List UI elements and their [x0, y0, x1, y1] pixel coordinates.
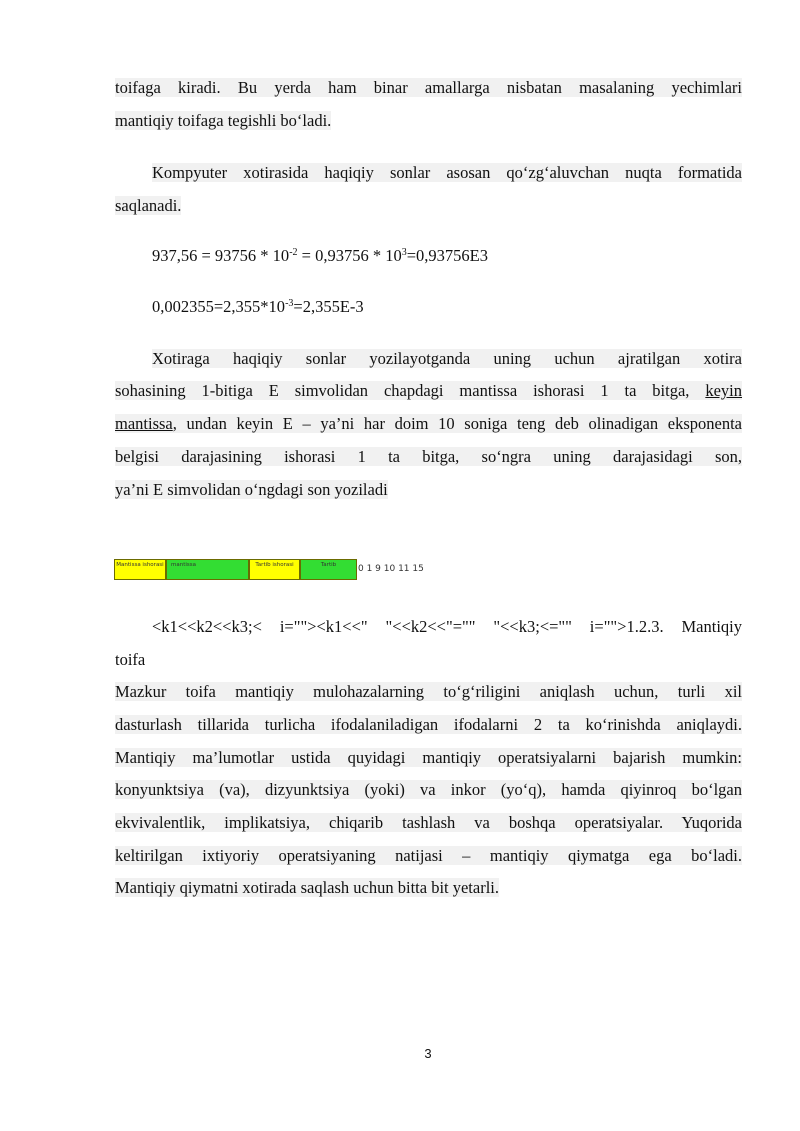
paragraph-1-line-1: toifaga kiradi. Bu yerda ham binar amallarga nisbatan masalaning yechimlari	[115, 78, 742, 97]
paragraph-3-line-1: Xotiraga haqiqiy sonlar yozilayotganda uning uchun ajratilgan xotira	[152, 349, 742, 368]
paragraph-4-line-1: <k1<<k2<<k3;< i=""><k1<<" "<<k2<<"="" "<<k3;<="" i="">1.2.3. Mantiqiy	[152, 617, 742, 636]
exponent-cell: Tartib	[300, 559, 357, 580]
page-number: 3	[424, 1046, 432, 1061]
paragraph-3-line-5: ya’ni E simvolidan o‘ngdagi son yoziladi	[115, 480, 388, 499]
mantissa-cell: mantissa	[166, 559, 249, 580]
paragraph-5-line-6: keltirilgan ixtiyoriy operatsiyaning natijasi – mantiqiy qiymatga ega bo‘ladi.	[115, 846, 742, 865]
paragraph-5-line-5: ekvivalentlik, implikatsiya, chiqarib tashlash va boshqa operatsiyalar. Yuqorida	[115, 813, 742, 832]
formula-1: $937,56 = 93756 * 10^{-2} = 0,93756 * 10^3=0,93756E3$	[152, 246, 488, 265]
bit-positions: 0 1 9 10 11 15	[358, 564, 424, 574]
mantissa-sign-cell: Mantissa ishorasi	[114, 559, 166, 580]
exponent-sign-cell: Tartib ishorasi	[249, 559, 300, 580]
paragraph-4-line-2: toifa	[115, 650, 146, 669]
paragraph-5-line-3: Mantiqiy ma’lumotlar ustida quyidagi mantiqiy operatsiyalarni bajarish mumkin:	[115, 748, 742, 767]
paragraph-3-line-2: sohasining 1-bitiga E simvolidan chapdagi mantissa ishorasi 1 ta bitga, keyin	[115, 381, 743, 400]
paragraph-1-line-2: mantiqiy toifaga tegishli bo‘ladi.	[115, 111, 332, 130]
paragraph-5-line-2: dasturlash tillarida turlicha ifodalaniladigan ifodalarni 2 ta ko‘rinishda aniqlaydi.	[115, 715, 742, 734]
paragraph-2-line-1: Kompyuter xotirasida haqiqiy sonlar asosan qo‘zg‘aluvchan nuqta formatida	[152, 163, 742, 182]
formula-2: $0,002355=2,355*10^{-3}=2,355E-3$	[152, 297, 364, 316]
paragraph-5-line-1: Mazkur toifa mantiqiy mulohazalarning to‘g‘riligini aniqlash uchun, turli xil	[115, 682, 742, 701]
paragraph-5-line-7: Mantiqiy qiymatni xotirada saqlash uchun bitta bit yetarli.	[115, 878, 500, 897]
paragraph-3-line-4: belgisi darajasining ishorasi 1 ta bitga, so‘ngra uning darajasidagi son,	[115, 447, 742, 466]
paragraph-2-line-2: saqlanadi.	[115, 196, 182, 215]
paragraph-5-line-4: konyunktsiya (va), dizyunktsiya (yoki) va inkor (yo‘q), hamda qiyinroq bo‘lgan	[115, 780, 742, 799]
paragraph-3-line-3: mantissa, undan keyin E – ya’ni har doim 10 soniga teng deb olinadigan eksponenta	[115, 414, 742, 433]
memory-layout-diagram	[114, 559, 357, 580]
